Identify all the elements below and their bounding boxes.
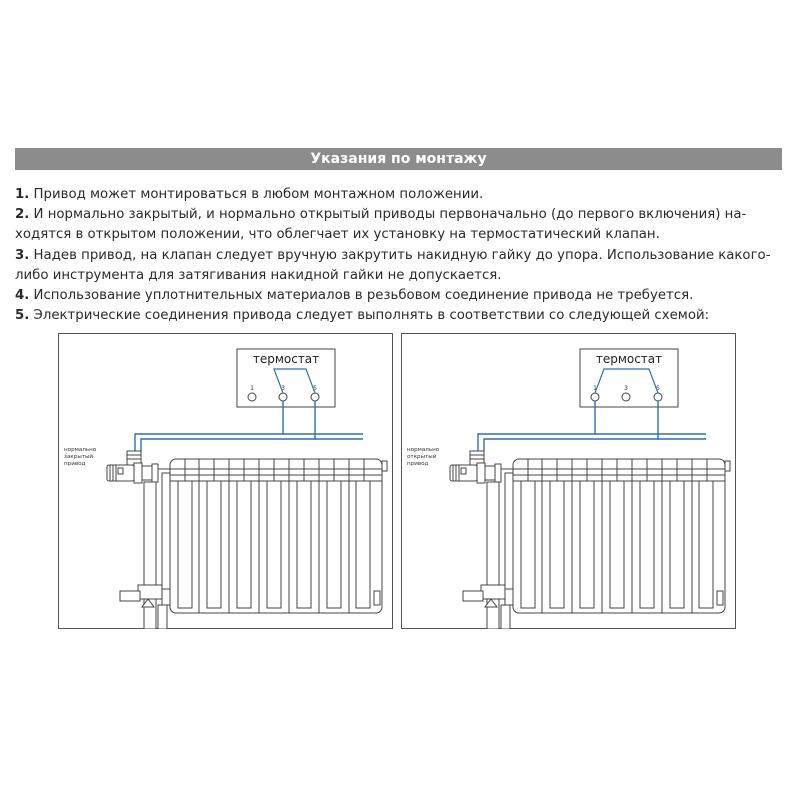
- terminal-1-label: 1: [593, 385, 597, 392]
- instruction-4: 4. Использование уплотнительных материалов в резьбовом соединение привода не требуется.: [15, 288, 694, 304]
- instruction-1: 1. Привод может монтироваться в любом монтажном положении.: [15, 187, 484, 202]
- actuator-label-3: привод: [64, 461, 86, 467]
- instruction-3: 3. Надев привод, на клапан следует вручную закрутить накидную гайку до упора. Использование какого-: [15, 247, 771, 263]
- actuator-label-3: привод: [407, 461, 429, 467]
- terminal-1: [248, 393, 256, 401]
- terminal-3-label: 3: [624, 385, 628, 392]
- actuator-label-1: нормально: [64, 447, 97, 453]
- thermostat-label: термостат: [595, 352, 663, 366]
- instruction-2: 2. И нормально закрытый, и нормально открытый приводы первоначально (до первого включения) на-: [15, 207, 747, 223]
- terminal-5-label: 5: [313, 385, 317, 392]
- terminal-5: [311, 393, 319, 401]
- actuator-label-1: нормально: [407, 447, 440, 453]
- terminal-3: [279, 393, 287, 401]
- terminal-5-label: 5: [656, 385, 660, 392]
- terminal-1: [591, 393, 599, 401]
- actuator-label-2: открытый: [407, 454, 437, 460]
- diagram-svg: [401, 333, 736, 629]
- terminal-5: [654, 393, 662, 401]
- radiator: [170, 459, 387, 613]
- instruction-5: 5. Электрические соединения привода следует выполнять в соответствии со следующей схемой:: [15, 308, 710, 324]
- wiring-diagram-normally-closed: [58, 333, 393, 629]
- terminal-3: [622, 393, 630, 401]
- thermostat-label: термостат: [252, 352, 320, 366]
- instructions-list: [15, 185, 787, 326]
- instruction-2-cont: ходятся в открытом положении, что облегчает их установку на термостатический клапан.: [15, 227, 660, 243]
- terminal-3-label: 3: [281, 385, 285, 392]
- actuator-label-2: закрытый: [64, 454, 94, 460]
- section-title-bar: [15, 148, 782, 170]
- section-title: Указания по монтажу: [310, 151, 487, 167]
- wiring-diagram-normally-open: [401, 333, 736, 629]
- terminal-1-label: 1: [250, 385, 254, 392]
- instruction-3-cont: либо инструмента для затягивания накидной гайки не допускается.: [15, 267, 502, 283]
- diagram-svg: [58, 333, 393, 629]
- radiator: [513, 459, 730, 613]
